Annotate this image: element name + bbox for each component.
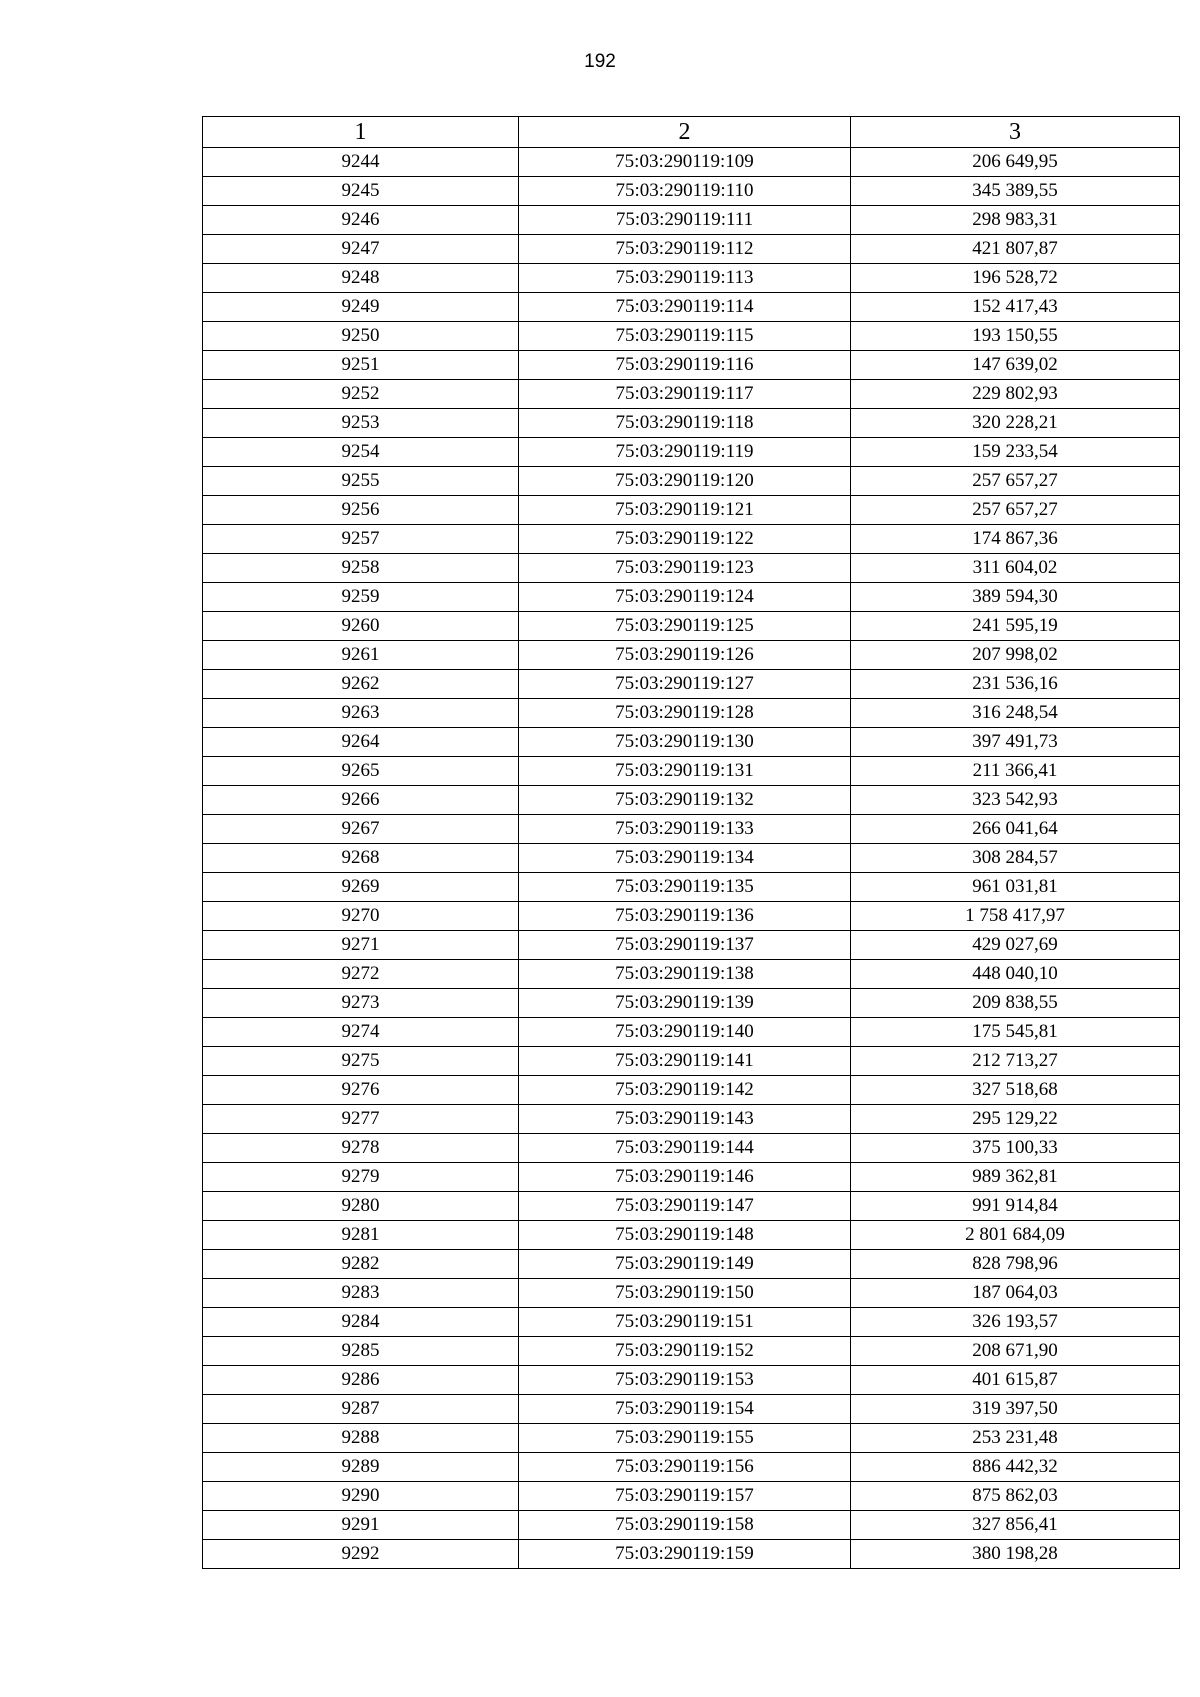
cadastral-number-cell: 75:03:290119:128 [519,699,851,728]
table-row [203,1337,1180,1366]
table-row [203,206,1180,235]
row-number-cell: 9261 [203,641,519,670]
table-row [203,1424,1180,1453]
cadastral-number-cell: 75:03:290119:141 [519,1047,851,1076]
row-number-cell: 9258 [203,554,519,583]
table-row [203,1047,1180,1076]
cadastral-number-cell: 75:03:290119:149 [519,1250,851,1279]
cadastral-number-cell: 75:03:290119:143 [519,1105,851,1134]
row-number-cell: 9278 [203,1134,519,1163]
row-number-cell: 9279 [203,1163,519,1192]
cadastral-number-cell: 75:03:290119:151 [519,1308,851,1337]
table-header [203,117,1180,148]
row-number-cell: 9287 [203,1395,519,1424]
value-cell: 345 389,55 [851,177,1180,206]
row-number-cell: 9247 [203,235,519,264]
row-number-cell: 9274 [203,1018,519,1047]
row-number-cell: 9275 [203,1047,519,1076]
row-number-cell: 9288 [203,1424,519,1453]
value-cell: 298 983,31 [851,206,1180,235]
cadastral-number-cell: 75:03:290119:144 [519,1134,851,1163]
row-number-cell: 9285 [203,1337,519,1366]
value-cell: 319 397,50 [851,1395,1180,1424]
table-row [203,525,1180,554]
value-cell: 320 228,21 [851,409,1180,438]
value-cell: 421 807,87 [851,235,1180,264]
value-cell: 241 595,19 [851,612,1180,641]
table-row [203,670,1180,699]
row-number-cell: 9255 [203,467,519,496]
value-cell: 308 284,57 [851,844,1180,873]
cadastral-number-cell: 75:03:290119:125 [519,612,851,641]
cadastral-number-cell: 75:03:290119:142 [519,1076,851,1105]
value-cell: 327 518,68 [851,1076,1180,1105]
table-row [203,1250,1180,1279]
table-row [203,844,1180,873]
value-cell: 961 031,81 [851,873,1180,902]
table-row [203,612,1180,641]
cadastral-number-cell: 75:03:290119:154 [519,1395,851,1424]
cadastral-number-cell: 75:03:290119:133 [519,815,851,844]
value-cell: 429 027,69 [851,931,1180,960]
table-row [203,1540,1180,1569]
table-row [203,1279,1180,1308]
table-row [203,583,1180,612]
value-cell: 295 129,22 [851,1105,1180,1134]
cadastral-number-cell: 75:03:290119:157 [519,1482,851,1511]
row-number-cell: 9281 [203,1221,519,1250]
value-cell: 208 671,90 [851,1337,1180,1366]
table-row [203,380,1180,409]
table-body [203,148,1180,1569]
cadastral-number-cell: 75:03:290119:140 [519,1018,851,1047]
row-number-cell: 9291 [203,1511,519,1540]
row-number-cell: 9268 [203,844,519,873]
cadastral-number-cell: 75:03:290119:152 [519,1337,851,1366]
table-row [203,902,1180,931]
row-number-cell: 9246 [203,206,519,235]
table-row [203,554,1180,583]
cadastral-number-cell: 75:03:290119:155 [519,1424,851,1453]
column-header-1: 1 [203,117,519,148]
column-header-3: 3 [851,117,1180,148]
table-row [203,757,1180,786]
cadastral-number-cell: 75:03:290119:113 [519,264,851,293]
register-table [202,116,1180,1569]
value-cell: 147 639,02 [851,351,1180,380]
value-cell: 323 542,93 [851,786,1180,815]
row-number-cell: 9265 [203,757,519,786]
row-number-cell: 9257 [203,525,519,554]
cadastral-number-cell: 75:03:290119:147 [519,1192,851,1221]
table-row [203,1453,1180,1482]
row-number-cell: 9271 [203,931,519,960]
value-cell: 207 998,02 [851,641,1180,670]
row-number-cell: 9245 [203,177,519,206]
value-cell: 152 417,43 [851,293,1180,322]
row-number-cell: 9277 [203,1105,519,1134]
value-cell: 196 528,72 [851,264,1180,293]
table-row [203,1482,1180,1511]
row-number-cell: 9276 [203,1076,519,1105]
table-row [203,1018,1180,1047]
table-row [203,177,1180,206]
cadastral-number-cell: 75:03:290119:115 [519,322,851,351]
table-row [203,1134,1180,1163]
value-cell: 886 442,32 [851,1453,1180,1482]
value-cell: 380 198,28 [851,1540,1180,1569]
cadastral-number-cell: 75:03:290119:139 [519,989,851,1018]
value-cell: 401 615,87 [851,1366,1180,1395]
table-row [203,873,1180,902]
table-row [203,148,1180,177]
cadastral-number-cell: 75:03:290119:119 [519,438,851,467]
column-header-2: 2 [519,117,851,148]
cadastral-number-cell: 75:03:290119:134 [519,844,851,873]
table-row [203,496,1180,525]
table-row [203,264,1180,293]
cadastral-number-cell: 75:03:290119:158 [519,1511,851,1540]
table-row [203,438,1180,467]
cadastral-number-cell: 75:03:290119:111 [519,206,851,235]
value-cell: 875 862,03 [851,1482,1180,1511]
table-row [203,931,1180,960]
value-cell: 187 064,03 [851,1279,1180,1308]
table-row [203,1163,1180,1192]
table-row [203,960,1180,989]
table-row [203,1105,1180,1134]
row-number-cell: 9267 [203,815,519,844]
cadastral-number-cell: 75:03:290119:121 [519,496,851,525]
row-number-cell: 9270 [203,902,519,931]
header-row [203,117,1180,148]
value-cell: 2 801 684,09 [851,1221,1180,1250]
cadastral-number-cell: 75:03:290119:159 [519,1540,851,1569]
cadastral-number-cell: 75:03:290119:118 [519,409,851,438]
cadastral-number-cell: 75:03:290119:116 [519,351,851,380]
value-cell: 991 914,84 [851,1192,1180,1221]
cadastral-number-cell: 75:03:290119:153 [519,1366,851,1395]
row-number-cell: 9273 [203,989,519,1018]
table-row [203,1395,1180,1424]
table-row [203,815,1180,844]
cadastral-number-cell: 75:03:290119:137 [519,931,851,960]
row-number-cell: 9250 [203,322,519,351]
row-number-cell: 9248 [203,264,519,293]
cadastral-number-cell: 75:03:290119:114 [519,293,851,322]
row-number-cell: 9244 [203,148,519,177]
table-row [203,1076,1180,1105]
row-number-cell: 9280 [203,1192,519,1221]
value-cell: 389 594,30 [851,583,1180,612]
table-row [203,293,1180,322]
row-number-cell: 9249 [203,293,519,322]
value-cell: 327 856,41 [851,1511,1180,1540]
table-row [203,1308,1180,1337]
row-number-cell: 9259 [203,583,519,612]
value-cell: 174 867,36 [851,525,1180,554]
cadastral-number-cell: 75:03:290119:131 [519,757,851,786]
cadastral-number-cell: 75:03:290119:127 [519,670,851,699]
row-number-cell: 9272 [203,960,519,989]
value-cell: 212 713,27 [851,1047,1180,1076]
cadastral-number-cell: 75:03:290119:124 [519,583,851,612]
value-cell: 193 150,55 [851,322,1180,351]
table-row [203,235,1180,264]
row-number-cell: 9260 [203,612,519,641]
value-cell: 397 491,73 [851,728,1180,757]
row-number-cell: 9264 [203,728,519,757]
row-number-cell: 9283 [203,1279,519,1308]
value-cell: 257 657,27 [851,467,1180,496]
table-row [203,1511,1180,1540]
value-cell: 375 100,33 [851,1134,1180,1163]
cadastral-number-cell: 75:03:290119:146 [519,1163,851,1192]
cadastral-number-cell: 75:03:290119:120 [519,467,851,496]
cadastral-number-cell: 75:03:290119:150 [519,1279,851,1308]
value-cell: 989 362,81 [851,1163,1180,1192]
value-cell: 311 604,02 [851,554,1180,583]
value-cell: 326 193,57 [851,1308,1180,1337]
value-cell: 257 657,27 [851,496,1180,525]
row-number-cell: 9266 [203,786,519,815]
row-number-cell: 9269 [203,873,519,902]
table-row [203,1221,1180,1250]
value-cell: 266 041,64 [851,815,1180,844]
value-cell: 1 758 417,97 [851,902,1180,931]
table-row [203,351,1180,380]
value-cell: 316 248,54 [851,699,1180,728]
row-number-cell: 9253 [203,409,519,438]
cadastral-number-cell: 75:03:290119:148 [519,1221,851,1250]
value-cell: 253 231,48 [851,1424,1180,1453]
table-row [203,1366,1180,1395]
cadastral-number-cell: 75:03:290119:136 [519,902,851,931]
row-number-cell: 9292 [203,1540,519,1569]
cadastral-number-cell: 75:03:290119:109 [519,148,851,177]
cadastral-number-cell: 75:03:290119:126 [519,641,851,670]
row-number-cell: 9290 [203,1482,519,1511]
value-cell: 159 233,54 [851,438,1180,467]
value-cell: 175 545,81 [851,1018,1180,1047]
cadastral-number-cell: 75:03:290119:135 [519,873,851,902]
cadastral-number-cell: 75:03:290119:117 [519,380,851,409]
cadastral-number-cell: 75:03:290119:132 [519,786,851,815]
table-row [203,786,1180,815]
cadastral-number-cell: 75:03:290119:130 [519,728,851,757]
cadastral-number-cell: 75:03:290119:112 [519,235,851,264]
row-number-cell: 9286 [203,1366,519,1395]
value-cell: 231 536,16 [851,670,1180,699]
cadastral-number-cell: 75:03:290119:122 [519,525,851,554]
page-number: 192 [584,51,616,72]
cadastral-number-cell: 75:03:290119:156 [519,1453,851,1482]
row-number-cell: 9282 [203,1250,519,1279]
cadastral-number-cell: 75:03:290119:138 [519,960,851,989]
row-number-cell: 9252 [203,380,519,409]
row-number-cell: 9284 [203,1308,519,1337]
table-row [203,989,1180,1018]
value-cell: 209 838,55 [851,989,1180,1018]
table-row [203,467,1180,496]
table-row [203,409,1180,438]
value-cell: 211 366,41 [851,757,1180,786]
table-row [203,322,1180,351]
value-cell: 828 798,96 [851,1250,1180,1279]
row-number-cell: 9254 [203,438,519,467]
row-number-cell: 9262 [203,670,519,699]
table-row [203,728,1180,757]
value-cell: 229 802,93 [851,380,1180,409]
table-row [203,1192,1180,1221]
value-cell: 206 649,95 [851,148,1180,177]
row-number-cell: 9256 [203,496,519,525]
table-row [203,699,1180,728]
value-cell: 448 040,10 [851,960,1180,989]
row-number-cell: 9263 [203,699,519,728]
row-number-cell: 9289 [203,1453,519,1482]
cadastral-number-cell: 75:03:290119:110 [519,177,851,206]
cadastral-number-cell: 75:03:290119:123 [519,554,851,583]
row-number-cell: 9251 [203,351,519,380]
table-row [203,641,1180,670]
